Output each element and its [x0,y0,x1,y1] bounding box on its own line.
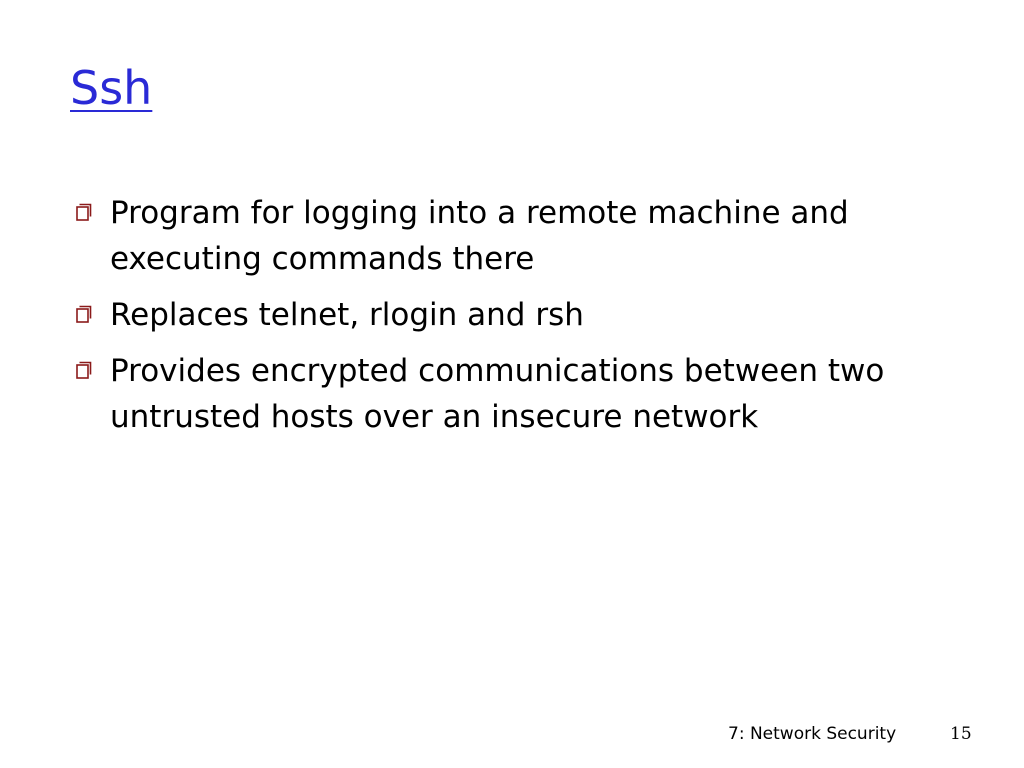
page-number: 15 [950,724,972,744]
hollow-square-bullet-icon [76,361,92,379]
hollow-square-bullet-icon [76,203,92,221]
footer-section-label: 7: Network Security [728,724,897,744]
bullet-item [70,190,930,282]
bullet-list [70,190,930,450]
bullet-text: Replaces telnet, rlogin and rsh [110,297,584,333]
bullet-text: Program for logging into a remote machine and executing commands there [110,195,849,277]
slide-title: Ssh [70,61,153,115]
hollow-square-bullet-icon [76,305,92,323]
bullet-item [70,348,930,440]
bullet-text: Provides encrypted communications between two untrusted hosts over an insecure network [110,353,885,435]
bullet-item [70,292,930,338]
